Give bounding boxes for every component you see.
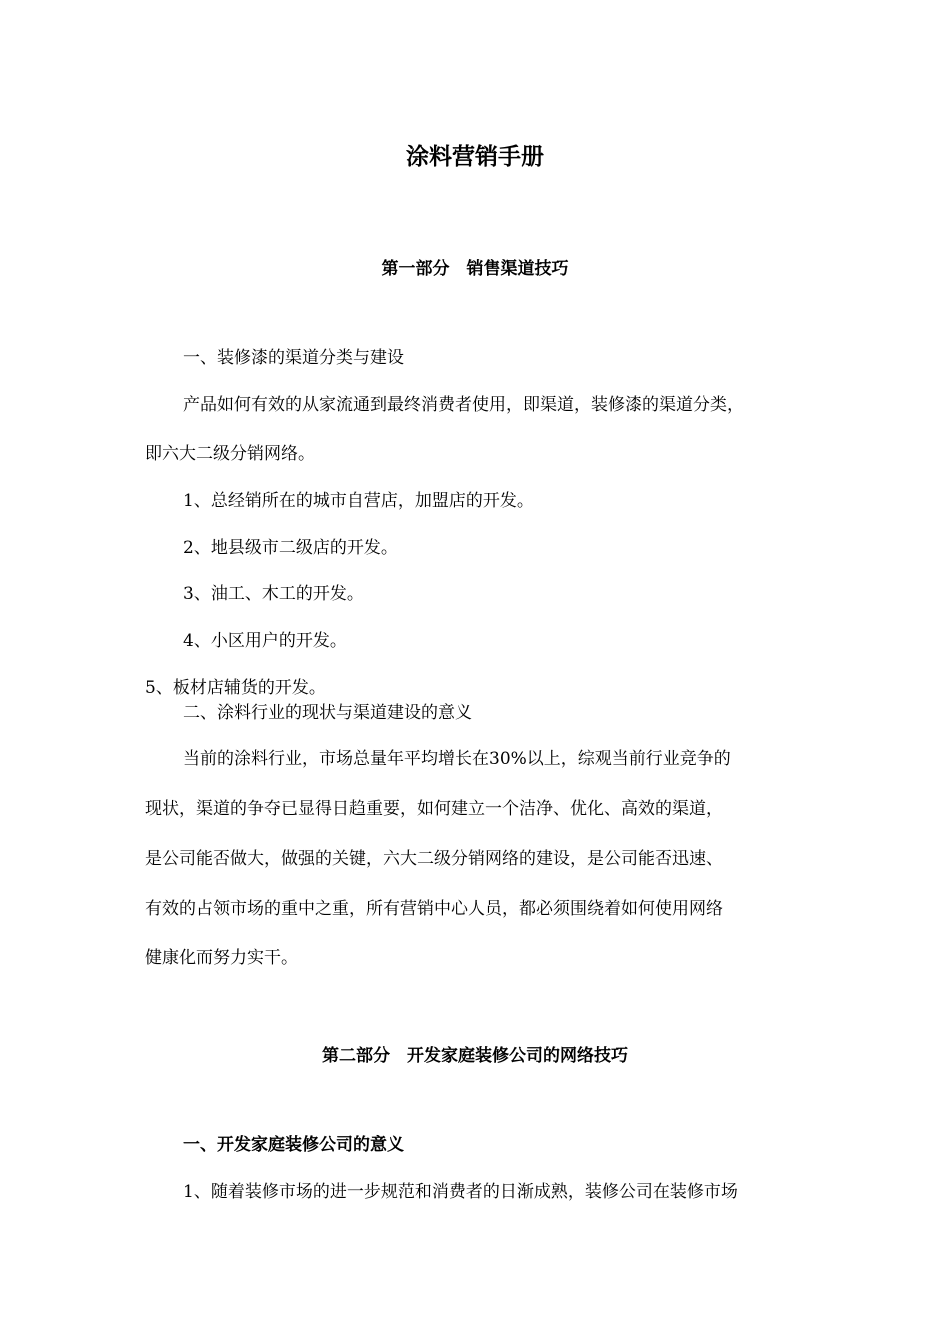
section-heading: 一、装修漆的渠道分类与建设: [183, 348, 404, 368]
list-item: 4、小区用户的开发。: [183, 631, 347, 651]
paragraph-line: 当前的涂料行业，市场总量年平均增长在30%以上，综观当前行业竞争的: [183, 749, 731, 769]
paragraph-line: 健康化而努力实干。: [145, 948, 298, 968]
list-item: 1、总经销所在的城市自营店，加盟店的开发。: [183, 491, 534, 511]
section-heading: 一、开发家庭装修公司的意义: [183, 1135, 404, 1155]
part2-heading: 第二部分 开发家庭装修公司的网络技巧: [322, 1046, 628, 1066]
paragraph-line: 即六大二级分销网络。: [145, 444, 315, 464]
paragraph-line: 产品如何有效的从家流通到最终消费者使用，即渠道，装修漆的渠道分类，: [183, 395, 744, 415]
paragraph-line: 1、随着装修市场的进一步规范和消费者的日渐成熟，装修公司在装修市场: [183, 1182, 738, 1202]
paragraph-line: 有效的占领市场的重中之重，所有营销中心人员，都必须围绕着如何使用网络: [145, 899, 723, 919]
list-item: 2、地县级市二级店的开发。: [183, 538, 398, 558]
paragraph-line: 是公司能否做大，做强的关键，六大二级分销网络的建设，是公司能否迅速、: [145, 849, 723, 869]
part1-heading: 第一部分 销售渠道技巧: [381, 259, 569, 279]
list-item: 3、油工、木工的开发。: [183, 584, 364, 604]
paragraph-line: 现状，渠道的争夺已显得日趋重要，如何建立一个洁净、优化、高效的渠道，: [145, 799, 723, 819]
section-heading: 二、涂料行业的现状与渠道建设的意义: [183, 703, 472, 723]
list-item: 5、板材店辅货的开发。: [145, 678, 326, 698]
document-title: 涂料营销手册: [406, 144, 544, 170]
